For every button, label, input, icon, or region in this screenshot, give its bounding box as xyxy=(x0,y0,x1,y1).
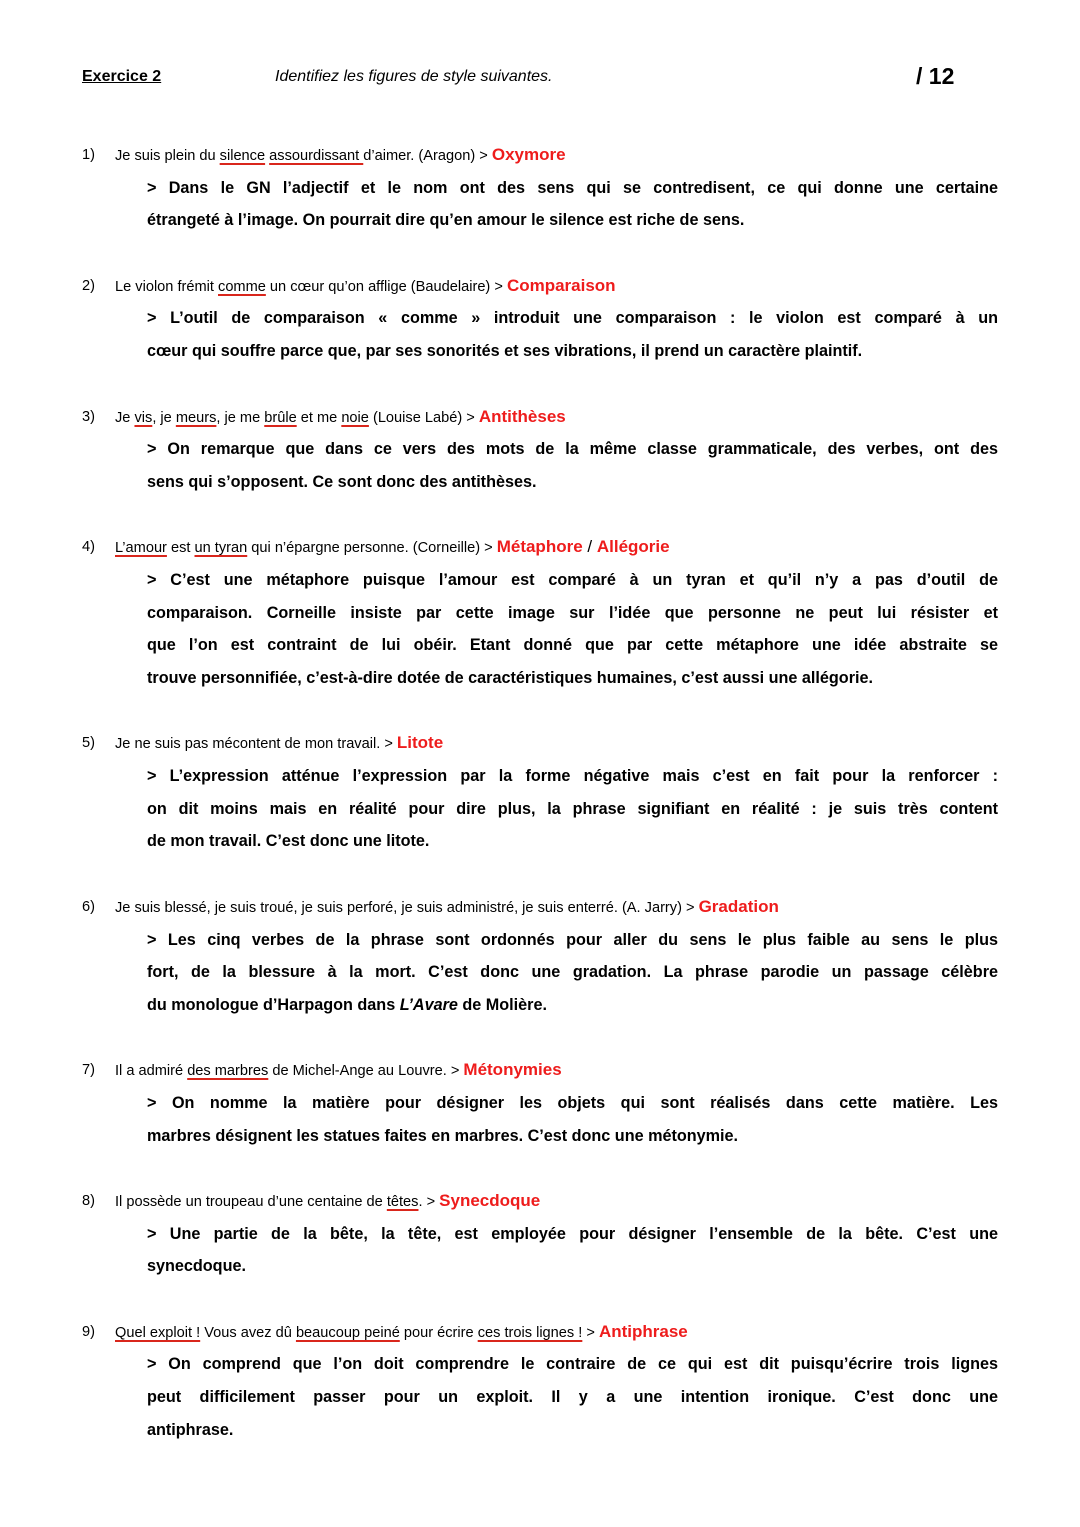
explanation-text: > Les cinq verbes de la phrase sont ordonnés pour aller du sens le plus faible au sens le plus xyxy=(147,930,998,949)
explanation-text: cœur qui souffre parce que, par ses sonorités et ses vibrations, il prend un caractère plaintif. xyxy=(147,342,863,361)
underlined-word: assourdissant xyxy=(269,148,364,164)
answer-label: Oxymore xyxy=(491,145,566,164)
sentence-text: d’aimer. (Aragon) > xyxy=(363,148,492,164)
explanation-text: on dit moins mais en réalité pour dire plus, la phrase signifiant en réalité : je suis très content xyxy=(147,799,998,818)
explanation xyxy=(147,172,998,237)
explanation-text: du monologue d’Harpagon dans xyxy=(147,995,400,1014)
explanation xyxy=(147,760,998,858)
answer-label: Métonymies xyxy=(463,1060,562,1080)
explanation-text: > On remarque que dans ce vers des mots de la même classe grammaticale, des verbes, ont des xyxy=(147,440,998,459)
score: / 12 xyxy=(916,63,955,89)
explanation-line xyxy=(147,564,998,597)
work-title: L’Avare xyxy=(399,995,458,1014)
explanation-text: de Molière. xyxy=(457,995,547,1014)
question-sentence xyxy=(115,1316,688,1350)
explanation-line xyxy=(147,335,998,368)
exercise-items xyxy=(82,139,998,1479)
explanation-text: > Une partie de la bête, la tête, est employée pour désigner l’ensemble de la bête. C’est une xyxy=(147,1224,998,1243)
sentence-text: Je suis blessé, je suis troué, je suis perforé, je suis administré, je suis enterré. (A. Jarry) > xyxy=(115,899,699,916)
sentence-text: un cœur qu’on afflige (Baudelaire) > xyxy=(265,278,507,295)
underlined-word: beaucoup peiné xyxy=(295,1324,400,1341)
explanation xyxy=(147,1087,998,1152)
explanation-line xyxy=(147,760,998,793)
sentence-text: > xyxy=(582,1324,599,1341)
explanation-line xyxy=(147,793,998,826)
exercise-item xyxy=(82,1185,998,1283)
exercise-item xyxy=(82,1054,998,1152)
exercise-title: Exercice 2 xyxy=(82,68,162,85)
explanation-text: trouve personnifiée, c’est-à-dire dotée de caractéristiques humaines, c’est aussi une allégorie. xyxy=(147,669,873,687)
exercise-item xyxy=(82,727,998,858)
question-sentence xyxy=(115,401,566,435)
underlined-word: des marbres xyxy=(187,1063,269,1080)
item-number: 9) xyxy=(82,1323,95,1340)
instruction: Identifiez les figures de style suivantes. xyxy=(275,68,553,85)
explanation xyxy=(147,924,998,1022)
underlined-word: têtes xyxy=(386,1194,419,1210)
explanation-text: > On nomme la matière pour désigner les objets qui sont réalisés dans cette matière. Les xyxy=(147,1093,998,1112)
explanation xyxy=(147,302,998,367)
underlined-word: silence xyxy=(219,148,266,164)
sentence-text: de Michel-Ange au Louvre. > xyxy=(268,1063,464,1080)
explanation-line xyxy=(147,924,998,957)
sentence-text: qui n’épargne personne. (Corneille) > xyxy=(247,540,497,557)
explanation-line xyxy=(147,1414,998,1447)
explanation-line xyxy=(147,1218,998,1251)
answer-label: Antiphrase xyxy=(598,1321,688,1341)
explanation-line xyxy=(147,597,998,630)
question-sentence xyxy=(115,270,616,304)
sentence-text: Je xyxy=(115,409,135,426)
explanation-text: comparaison. Corneille insiste par cette image sur l’idée que personne ne peut lui résister et xyxy=(147,603,998,622)
sentence-text: pour écrire xyxy=(399,1324,478,1341)
explanation-line xyxy=(147,1120,998,1153)
underlined-word: ces trois lignes ! xyxy=(477,1324,583,1341)
explanation-text: que l’on est contraint de lui obéir. Etant donné que par cette métaphore une idée abstraite se xyxy=(147,636,998,655)
question-line xyxy=(82,891,998,924)
sentence-text: Je ne suis pas mécontent de mon travail. > xyxy=(115,736,397,753)
explanation-line xyxy=(147,825,998,858)
answer-label: Allégorie xyxy=(596,537,670,557)
underlined-word: noie xyxy=(341,409,369,426)
sentence-text: Le violon frémit xyxy=(115,278,219,295)
underlined-word: L’amour xyxy=(115,540,167,557)
question-sentence xyxy=(115,531,670,565)
explanation-text: fort, de la blessure à la mort. C’est donc une gradation. La phrase parodie un passage célèbre xyxy=(147,963,998,982)
explanation-line xyxy=(147,956,998,989)
exercise-item xyxy=(82,1316,998,1447)
question-line xyxy=(82,1054,998,1087)
question-line xyxy=(82,1316,998,1349)
item-number: 5) xyxy=(82,735,95,752)
sentence-text: . > xyxy=(418,1194,440,1210)
answer-label: Métaphore xyxy=(496,537,583,557)
answer-label: Litote xyxy=(396,733,444,753)
explanation-line xyxy=(147,662,998,695)
underlined-word: meurs xyxy=(175,409,217,426)
explanation-line xyxy=(147,433,998,466)
item-number: 1) xyxy=(82,147,95,163)
explanation-line xyxy=(147,1381,998,1414)
explanation-text: peut difficilement passer pour un exploit. Il y a une intention ironique. C’est donc une xyxy=(147,1388,998,1407)
question-sentence xyxy=(115,727,443,761)
item-number: 8) xyxy=(82,1193,95,1209)
answer-label: Gradation xyxy=(698,896,779,916)
sentence-text: Je suis plein du xyxy=(115,148,220,164)
item-number: 3) xyxy=(82,408,95,425)
question-sentence xyxy=(115,1054,562,1088)
underlined-word: vis xyxy=(134,409,153,426)
item-number: 2) xyxy=(82,277,95,294)
explanation-text: étrangeté à l’image. On pourrait dire qu’en amour le silence est riche de sens. xyxy=(147,211,745,230)
explanation-text: de mon travail. C’est donc une litote. xyxy=(147,832,430,851)
sentence-text: , je me xyxy=(216,409,265,426)
question-line xyxy=(82,401,998,434)
question-line xyxy=(82,270,998,303)
sentence-text: (Louise Labé) > xyxy=(368,409,479,426)
explanation xyxy=(147,1218,998,1283)
explanation-line xyxy=(147,989,998,1022)
question-line xyxy=(82,1185,998,1218)
answer-label: Antithèses xyxy=(478,406,566,426)
exercise-item xyxy=(82,531,998,694)
explanation-line xyxy=(147,629,998,662)
answer-separator: / xyxy=(582,537,597,557)
explanation-text: antiphrase. xyxy=(147,1420,234,1439)
item-number: 6) xyxy=(82,898,95,915)
explanation-text: > Dans le GN l’adjectif et le nom ont des sens qui se contredisent, ce qui donne une certaine xyxy=(147,178,998,197)
explanation-line xyxy=(147,204,998,237)
explanation-line xyxy=(147,302,998,335)
exercise-item xyxy=(82,401,998,499)
answer-label: Comparaison xyxy=(506,275,616,295)
explanation xyxy=(147,564,998,695)
explanation-text: sens qui s’opposent. Ce sont donc des antithèses. xyxy=(147,472,537,491)
sentence-text: Il possède un troupeau d’une centaine de xyxy=(115,1194,387,1210)
underlined-word: brûle xyxy=(264,409,297,426)
sentence-text: est xyxy=(166,540,195,557)
explanation-line xyxy=(147,466,998,499)
explanation-line xyxy=(147,1348,998,1381)
explanation xyxy=(147,1348,998,1446)
explanation-line xyxy=(147,1250,998,1283)
underlined-word: un tyran xyxy=(194,540,248,557)
underlined-word: Quel exploit ! xyxy=(115,1324,201,1341)
question-line xyxy=(82,139,998,172)
exercise-item xyxy=(82,891,998,1022)
question-sentence xyxy=(115,139,566,173)
explanation-line xyxy=(147,172,998,205)
explanation-text: synecdoque. xyxy=(147,1257,246,1276)
exercise-item xyxy=(82,270,998,368)
explanation-text: > On comprend que l’on doit comprendre le contraire de ce qui est dit puisqu’écrire trois lignes xyxy=(147,1355,998,1374)
underlined-word: comme xyxy=(218,278,266,295)
answer-label: Synecdoque xyxy=(439,1191,541,1210)
exercise-item xyxy=(82,139,998,237)
question-sentence xyxy=(115,891,779,925)
question-line xyxy=(82,531,998,564)
sentence-text: Vous avez dû xyxy=(200,1324,296,1341)
explanation-text: > C’est une métaphore puisque l’amour est comparé à un tyran et qu’il n’y a pas d’outil de xyxy=(147,570,998,589)
item-number: 7) xyxy=(82,1062,95,1079)
explanation-text: > L’outil de comparaison « comme » introduit une comparaison : le violon est comparé à un xyxy=(147,309,998,328)
explanation-text: marbres désignent les statues faites en marbres. C’est donc une métonymie. xyxy=(147,1126,739,1145)
explanation-line xyxy=(147,1087,998,1120)
explanation xyxy=(147,433,998,498)
sentence-text: et me xyxy=(296,409,342,426)
sentence-text: , je xyxy=(152,409,176,426)
explanation-text: > L’expression atténue l’expression par la forme négative mais c’est en fait pour la renforcer : xyxy=(147,767,998,786)
question-sentence xyxy=(115,1185,540,1219)
item-number: 4) xyxy=(82,539,95,556)
sentence-text: Il a admiré xyxy=(115,1063,188,1080)
question-line xyxy=(82,727,998,760)
